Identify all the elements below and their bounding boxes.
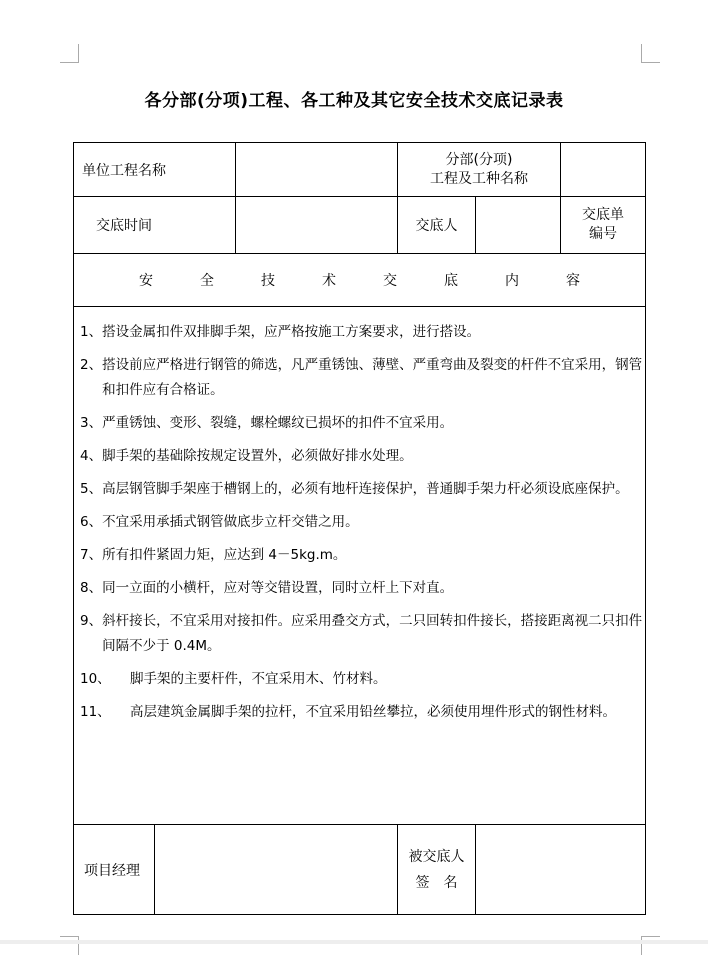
header-char: 全 <box>200 273 214 289</box>
unit-project-field[interactable] <box>236 143 398 197</box>
recipient-label-line2: 签 名 <box>415 874 458 891</box>
item-number: 2、 <box>80 357 103 373</box>
document-title: 各分部(分项)工程、各工种及其它安全技术交底记录表 <box>144 91 564 111</box>
content-item <box>80 320 645 345</box>
form-row-content <box>74 307 646 825</box>
item-text: 斜杆接长，不宜采用对接扣件。应采用叠交方式，二只回转扣件接长，搭接距离视二只扣件间隔不少于 0.4M。 <box>102 613 643 654</box>
subproject-label-line1: 分部(分项) <box>445 151 513 168</box>
page-corner-mark-top-left <box>60 44 79 63</box>
item-text: 不宜采用承插式钢管做底步立杆交错之用。 <box>102 514 359 530</box>
item-number: 8、 <box>80 580 103 596</box>
item-number: 4、 <box>80 448 103 464</box>
header-char: 技 <box>261 273 275 289</box>
recipient-label-line1: 被交底人 <box>408 848 465 865</box>
subproject-label-line2: 工程及工种名称 <box>430 170 528 187</box>
disclosure-number-label <box>561 197 646 253</box>
item-number: 10、 <box>80 671 111 687</box>
disclosure-number-label-line2: 编号 <box>589 226 617 242</box>
subproject-field[interactable] <box>561 143 646 197</box>
header-char: 术 <box>322 273 336 289</box>
page-corner-mark-top-right <box>641 44 660 63</box>
content-item <box>80 543 645 568</box>
item-text: 搭设前应严格进行钢管的筛选，凡严重锈蚀、薄壁、严重弯曲及裂变的杆件不宜采用，钢管和扣件应有合格证。 <box>102 357 643 398</box>
content-item <box>80 477 645 502</box>
discloser-label: 交底人 <box>398 197 476 254</box>
safety-content-header <box>74 254 646 307</box>
item-text: 高层钢管脚手架座于槽钢上的，必须有地杆连接保护，普通脚手架力杆必须设底座保护。 <box>102 481 629 497</box>
disclosure-time-field[interactable] <box>236 197 398 254</box>
discloser-field[interactable] <box>476 197 561 254</box>
form-row-section-header <box>74 254 646 307</box>
content-item <box>80 411 645 436</box>
content-item <box>80 576 645 601</box>
disclosure-time-label: 交底时间 <box>74 197 236 254</box>
item-number: 1、 <box>80 324 103 340</box>
header-char: 容 <box>566 273 580 289</box>
content-item <box>80 353 645 403</box>
content-item <box>80 510 645 535</box>
page-bottom-gap <box>0 940 708 944</box>
header-char: 交 <box>383 273 397 289</box>
header-char: 安 <box>139 273 153 289</box>
project-manager-label: 项目经理 <box>74 825 155 915</box>
item-number: 5、 <box>80 481 103 497</box>
item-text: 高层建筑金属脚手架的拉杆，不宜采用铅丝攀拉，必须使用埋件形式的钢性材料。 <box>130 704 616 720</box>
disclosure-number-label-line1: 交底单 <box>582 207 624 223</box>
item-text: 脚手架的基础除按规定设置外，必须做好排水处理。 <box>102 448 413 464</box>
form-row-disclosure <box>74 197 646 254</box>
content-item <box>80 444 645 469</box>
item-number: 7、 <box>80 547 103 563</box>
form-row-signatures <box>74 825 646 915</box>
safety-content-body <box>74 307 646 825</box>
header-char: 底 <box>444 273 458 289</box>
project-manager-signature-field[interactable] <box>155 825 398 915</box>
item-number: 11、 <box>80 704 111 720</box>
page-corner-mark-bottom-right <box>641 936 660 955</box>
safety-disclosure-form <box>73 142 646 915</box>
item-text: 脚手架的主要杆件，不宜采用木、竹材料。 <box>130 671 387 687</box>
item-number: 3、 <box>80 415 103 431</box>
subproject-label <box>398 143 561 197</box>
item-text: 同一立面的小横杆，应对等交错设置，同时立杆上下对直。 <box>102 580 454 596</box>
recipient-signature-field[interactable] <box>476 825 646 915</box>
content-item <box>80 609 645 659</box>
item-number: 6、 <box>80 514 103 530</box>
unit-project-label: 单位工程名称 <box>74 143 236 197</box>
form-row-project <box>74 143 646 197</box>
content-item <box>80 667 645 692</box>
item-text: 严重锈蚀、变形、裂缝，螺栓螺纹已损坏的扣件不宜采用。 <box>102 415 454 431</box>
disclosure-number-cell <box>561 197 646 254</box>
item-text: 搭设金属扣件双排脚手架，应严格按施工方案要求，进行搭设。 <box>102 324 481 340</box>
recipient-signature-label <box>398 825 476 915</box>
page-corner-mark-bottom-left <box>60 936 79 955</box>
header-char: 内 <box>505 273 519 289</box>
item-number: 9、 <box>80 613 103 629</box>
content-item <box>80 700 645 725</box>
item-text: 所有扣件紧固力矩，应达到 4－5kg.m。 <box>102 547 347 563</box>
